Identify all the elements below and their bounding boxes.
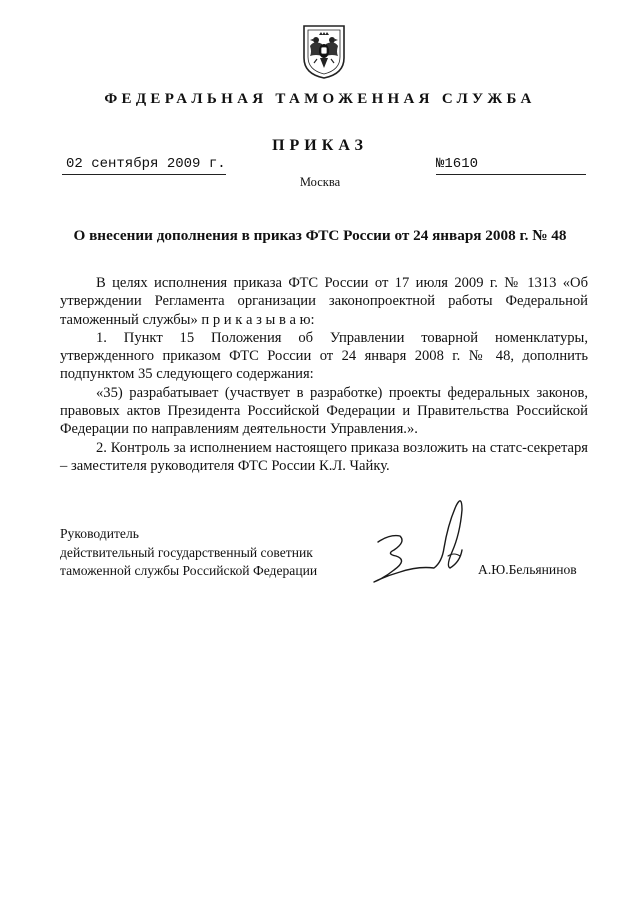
order-date: 02 сентября 2009 г. [62,155,226,175]
signer-name: А.Ю.Бельянинов [478,562,577,577]
handwritten-signature-icon [338,490,488,600]
paragraph: 2. Контроль за исполнением настоящего приказа возложить на статс-секретаря – заместителя руководителя ФТС России К.Л. Чайку. [60,439,588,474]
order-title: О внесении дополнения в приказ ФТС России от 24 января 2008 г. № 48 [73,227,567,244]
agency-name: ФЕДЕРАЛЬНАЯ ТАМОЖЕННАЯ СЛУЖБА [104,91,536,107]
signer-position-line: Руководитель [60,526,139,541]
document-type: ПРИКАЗ [272,137,368,154]
order-body [60,274,588,475]
order-number: №1610 [436,155,586,175]
signer-position-line: таможенной службы Российской Федерации [60,563,318,578]
signer-position [60,525,317,581]
paragraph: 1. Пункт 15 Положения об Управлении товарной номенклатуры, утвержденного приказом ФТС России от 24 января 2008 г. № 48, дополнить подпунктом 35 следующего содержания: [60,329,588,383]
paragraph: «35) разрабатывает (участвует в разработке) проекты федеральных законов, правовых актов Президента Российской Федерации и Правительства Российской Федерации по направлениям деятельности Управления.». [60,384,588,438]
signer-position-line: действительный государственный советник [60,544,313,560]
double-headed-eagle-emblem-icon [302,22,346,80]
paragraph: В целях исполнения приказа ФТС России от 17 июля 2009 г. № 1313 «Об утверждении Регламента организации законопроектной работы Федеральной таможенный службы» п р и к а з ы в а ю: [60,275,588,328]
city: Москва [299,175,341,189]
